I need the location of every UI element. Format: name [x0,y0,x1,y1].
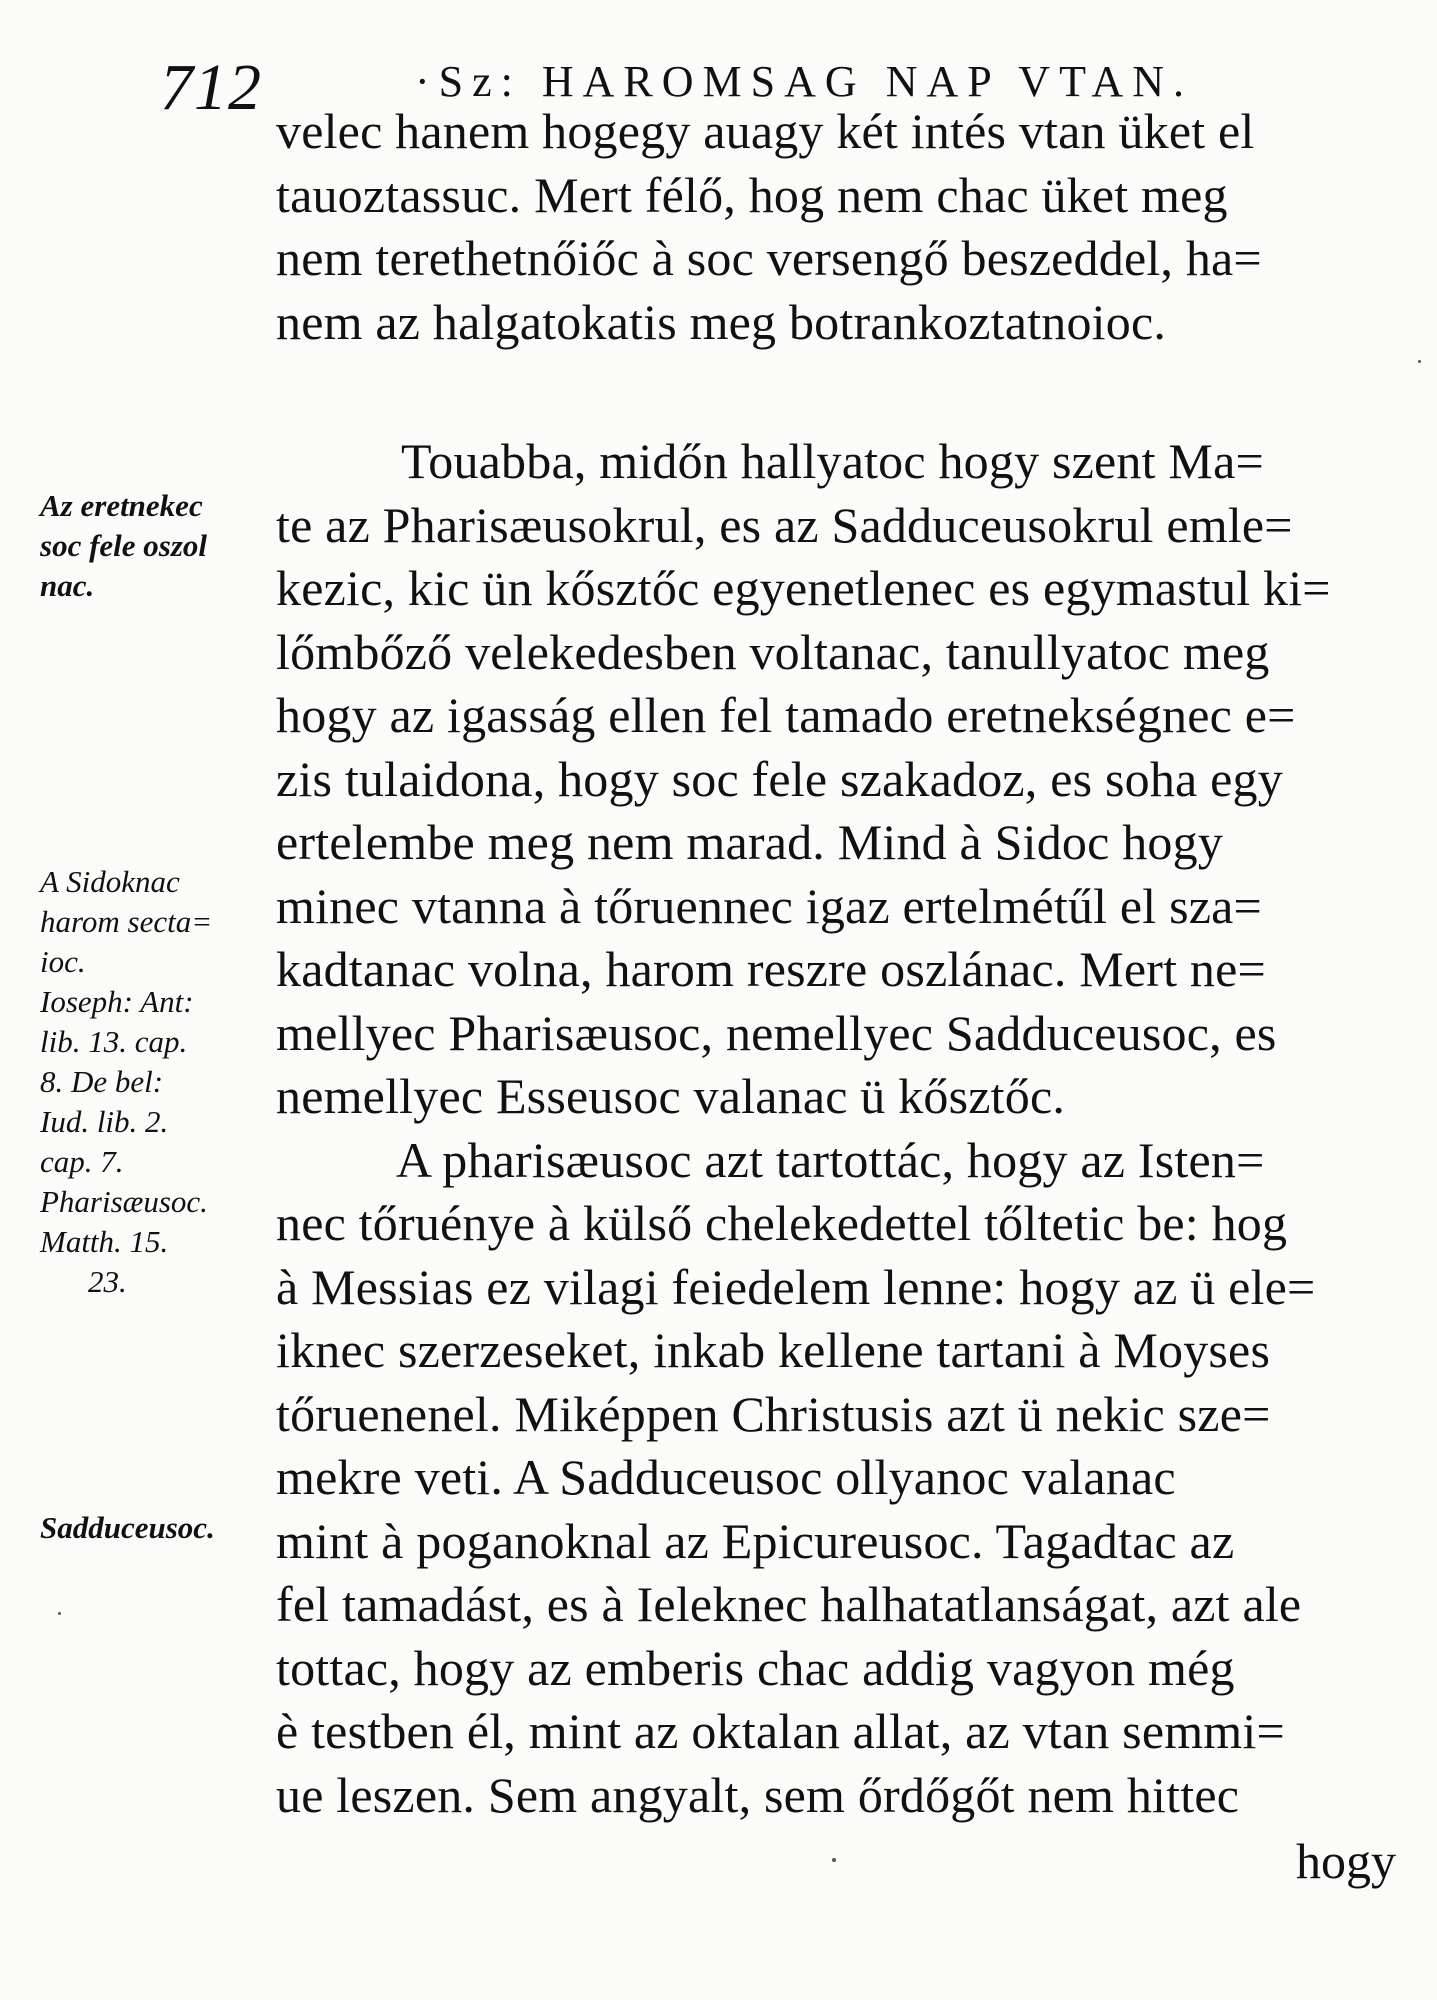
margin-note-line: harom secta= [40,904,213,939]
text-line: ertelembe meg nem marad. Mind à Sidoc hogy [276,814,1224,870]
text-line: tottac, hogy az emberis chac addig vagyon még [276,1639,1235,1696]
text-line: nem az halgatokatis meg botrankoztatnoioc. [276,293,1167,350]
text-line: velec hanem hogegy auagy két intés vtan üket el [276,103,1255,159]
margin-note-line: 23. [88,1264,127,1299]
margin-note-line: Matth. 15. [40,1224,169,1259]
text-line: nec tőruénye à külső chelekedettel tőltetic be: hog [276,1195,1288,1251]
text-line: tauoztassuc. Mert félő, hog nem chac üket meg [276,166,1228,223]
margin-note-line: lib. 13. cap. [40,1024,188,1059]
margin-note-line: Az eretnekec [40,488,203,523]
margin-note-line: nac. [40,568,95,603]
text-line: à Messias ez vilagi feiedelem lenne: hogy az ü ele= [276,1258,1316,1315]
text-line: zis tulaidona, hogy soc fele szakadoz, es soha egy [276,750,1283,807]
text-line: nemellyec Esseusoc valanac ü kősztőc. [276,1068,1066,1124]
text-line: kezic, kic ün kősztőc egyenetlenec es egymastul ki= [276,560,1331,616]
text-line: minec vtanna à tőruennec igaz ertelmétűl el sza= [276,877,1262,934]
text-line: A pharisæusoc azt tartottác, hogy az Isten= [396,1131,1265,1188]
text-line: nem terethetnőiőc à soc versengő beszeddel, ha= [276,230,1262,286]
margin-note-line: cap. 7. [40,1144,124,1179]
margin-note-sidoc [40,862,272,1302]
catchword: hogy [1296,1833,1396,1889]
text-line: è testben él, mint az oktalan allat, az vtan semmi= [276,1703,1285,1759]
running-head: ·Sz: HAROMSAG NAP VTAN. [415,57,1193,106]
text-line: fel tamadást, es à Ieleknec halhatatlanságat, azt ale [276,1576,1302,1632]
page-number: 712 [160,51,262,124]
text-line: mellyec Pharisæusoc, nemellyec Sadduceusoc, es [276,1004,1277,1061]
margin-note-heresy [40,486,272,606]
margin-note-line: ioc. [40,944,86,979]
text-line: iknec szerzeseket, inkab kellene tartani à Moyses [276,1322,1271,1378]
text-line: mint à poganoknal az Epicureusoc. Tagadtac az [276,1512,1235,1569]
margin-note-line: A Sidoknac [40,864,180,899]
margin-note-sadduceusoc [40,1508,272,1548]
text-line: tőruenenel. Miképpen Christusis azt ü nekic sze= [276,1385,1271,1442]
ink-speck [1418,360,1421,363]
margin-note-line: soc fele oszol [40,528,208,563]
text-line: hogy az igasság ellen fel tamado eretnekségnec e= [276,687,1296,743]
paragraph-gap [276,354,1406,430]
margin-note-line: Sadduceusoc. [40,1510,215,1545]
ink-speck [832,1858,836,1862]
text-line: Touabba, midőn hallyatoc hogy szent Ma= [401,433,1264,489]
margin-note-line: Ioseph: Ant: [40,984,194,1019]
margin-note-line: Pharisæusoc. [40,1184,208,1219]
body-text [276,100,1406,1891]
margin-note-line: 8. De bel: [40,1064,164,1099]
ink-speck [58,1612,61,1615]
margin-note-line: Iud. lib. 2. [40,1104,169,1139]
text-line: lőmbőző velekedesben voltanac, tanullyatoc meg [276,623,1270,680]
text-line: te az Pharisæusokrul, es az Sadduceusokrul emle= [276,496,1293,553]
text-line: kadtanac volna, harom reszre oszlánac. Mert ne= [276,941,1266,997]
text-line: ue leszen. Sem angyalt, sem őrdőgőt nem hittec [276,1766,1240,1823]
text-line: mekre veti. A Sadduceusoc ollyanoc valanac [276,1449,1176,1505]
